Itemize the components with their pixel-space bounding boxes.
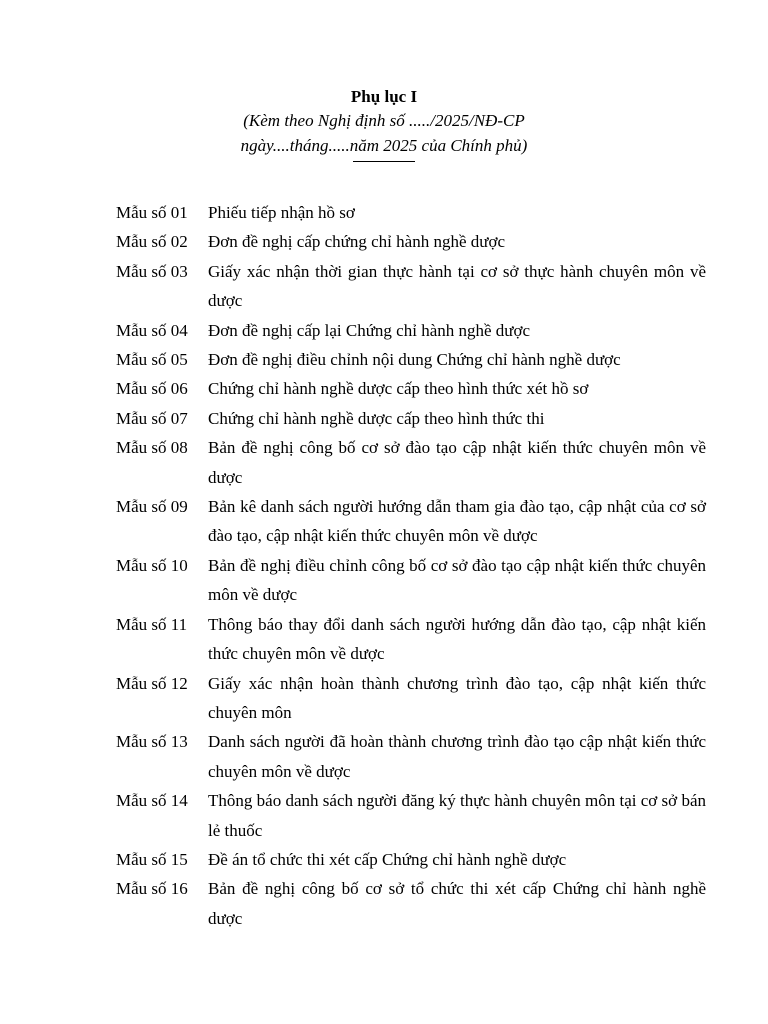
form-title: Đề án tổ chức thi xét cấp Chứng chỉ hành nghề dược — [208, 849, 567, 869]
form-list — [116, 198, 706, 933]
form-list-item — [116, 374, 706, 403]
appendix-title: Phụ lục I — [350, 87, 418, 106]
form-list-item — [116, 845, 706, 874]
form-code: Mẫu số 08 — [116, 438, 188, 458]
form-code: Mẫu số 13 — [116, 732, 188, 752]
form-code: Mẫu số 12 — [116, 673, 188, 693]
form-title: Giấy xác nhận thời gian thực hành tại cơ sở thực hành chuyên môn về dược — [208, 261, 706, 311]
decree-reference: (Kèm theo Nghị định số ...../2025/NĐ-CP — [243, 111, 525, 130]
appendix-header — [0, 86, 768, 162]
form-list-item — [116, 669, 706, 728]
form-list-item — [116, 227, 706, 256]
form-code: Mẫu số 04 — [116, 320, 188, 340]
form-title: Đơn đề nghị cấp lại Chứng chỉ hành nghề dược — [208, 320, 531, 340]
form-list-item — [116, 874, 706, 933]
form-list-item — [116, 433, 706, 492]
form-code: Mẫu số 07 — [116, 408, 188, 428]
form-title: Đơn đề nghị điều chỉnh nội dung Chứng chỉ hành nghề dược — [208, 350, 621, 370]
form-list-item — [116, 610, 706, 669]
decree-date: ngày....tháng.....năm 2025 của Chính phủ) — [240, 136, 528, 155]
form-list-item — [116, 492, 706, 551]
form-code: Mẫu số 01 — [116, 203, 188, 222]
form-list-item — [116, 404, 706, 433]
form-list-item — [116, 551, 706, 610]
form-title: Phiếu tiếp nhận hồ sơ — [208, 203, 355, 222]
form-title: Bản đề nghị công bố cơ sở đào tạo cập nhật kiến thức chuyên môn về dược — [208, 438, 706, 487]
form-code: Mẫu số 06 — [116, 379, 188, 399]
form-code: Mẫu số 15 — [116, 849, 188, 869]
form-title: Thông báo danh sách người đăng ký thực hành chuyên môn tại cơ sở bán lẻ thuốc — [208, 791, 706, 840]
form-title: Bản đề nghị công bố cơ sở tổ chức thi xét cấp Chứng chỉ hành nghề dược — [208, 879, 706, 928]
form-code: Mẫu số 03 — [116, 261, 188, 281]
form-code: Mẫu số 16 — [116, 879, 188, 899]
form-list-item — [116, 257, 706, 316]
form-list-item — [116, 727, 706, 786]
form-title: Thông báo thay đổi danh sách người hướng dẫn đào tạo, cập nhật kiến thức chuyên môn về dược — [208, 614, 706, 664]
form-list-item — [116, 786, 706, 845]
form-title: Đơn đề nghị cấp chứng chỉ hành nghề dược — [208, 232, 505, 252]
form-code: Mẫu số 10 — [116, 555, 188, 575]
form-code: Mẫu số 05 — [116, 350, 188, 370]
form-list-item — [116, 316, 706, 345]
form-code: Mẫu số 11 — [116, 614, 188, 634]
form-title: Giấy xác nhận hoàn thành chương trình đào tạo, cập nhật kiến thức chuyên môn — [208, 673, 706, 722]
form-title: Bản kê danh sách người hướng dẫn tham gia đào tạo, cập nhật của cơ sở đào tạo, cập nhật kiến thức chuyên môn về dược — [208, 497, 706, 546]
form-code: Mẫu số 09 — [116, 497, 188, 517]
form-title: Danh sách người đã hoàn thành chương trình đào tạo cập nhật kiến thức chuyên môn về dược — [208, 732, 706, 781]
form-title: Bản đề nghị điều chỉnh công bố cơ sở đào tạo cập nhật kiến thức chuyên môn về dược — [208, 555, 706, 605]
form-list-item — [116, 198, 706, 227]
header-divider — [353, 161, 415, 162]
form-code: Mẫu số 14 — [116, 791, 188, 811]
form-title: Chứng chỉ hành nghề dược cấp theo hình thức xét hồ sơ — [208, 379, 589, 399]
form-list-item — [116, 345, 706, 374]
form-title: Chứng chỉ hành nghề dược cấp theo hình thức thi — [208, 408, 545, 428]
form-code: Mẫu số 02 — [116, 232, 188, 252]
